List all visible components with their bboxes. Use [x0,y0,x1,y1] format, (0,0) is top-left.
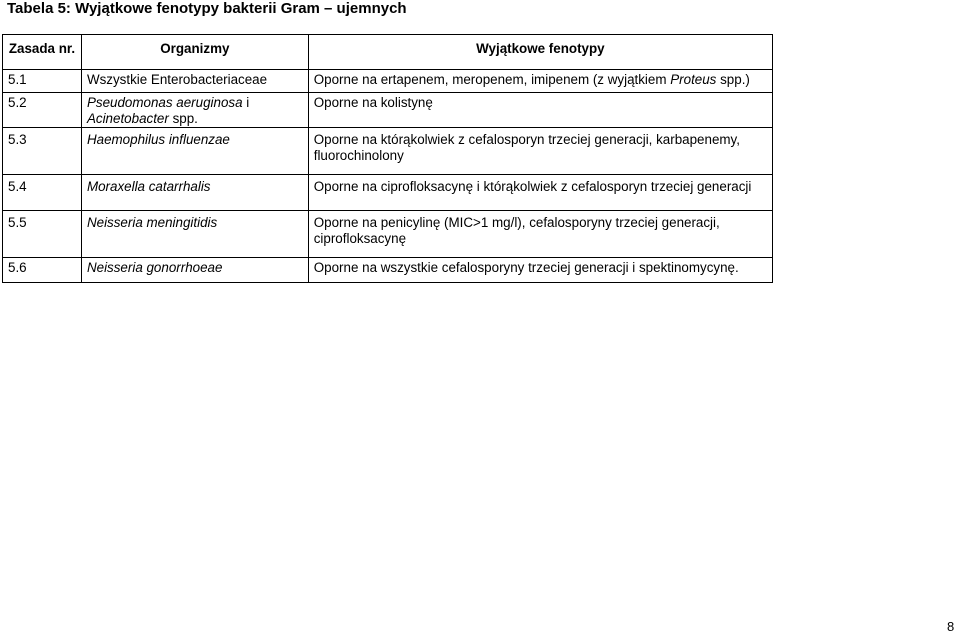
organism-cell [81,93,308,128]
table-row [3,211,773,258]
table-row [3,175,773,211]
phenotype-text: Oporne na ertapenem, meropenem, imipenem (z wyjątkiem [313,72,671,87]
rule-number: 5.6 [3,258,82,283]
organism-cell: Neisseria meningitidis [81,211,308,258]
organism-cell: Wszystkie Enterobacteriaceae [81,70,308,93]
rule-number: 5.1 [3,70,82,93]
table-row [3,70,773,93]
header-rule-number: Zasada nr. [3,35,82,70]
table-row [3,258,773,283]
organism-cell: Moraxella catarrhalis [81,175,308,211]
rule-number: 5.3 [3,128,82,175]
phenotype-cell: Oporne na ciprofloksacynę i którąkolwiek z cefalosporyn trzeciej generacji [308,175,772,211]
phenotype-cell [308,70,772,93]
organism-conjunction: i [242,95,250,110]
phenotype-italic-genus: Proteus [670,72,717,87]
table-row [3,128,773,175]
rule-number: 5.5 [3,211,82,258]
rule-number: 5.4 [3,175,82,211]
table-header-row [3,35,773,70]
phenotypes-table [2,34,773,283]
table-title: Tabela 5: Wyjątkowe fenotypy bakterii Gram – ujemnych [7,0,407,17]
page-number: 8 [947,619,955,634]
phenotype-text-end: spp.) [716,72,750,87]
phenotype-cell: Oporne na wszystkie cefalosporyny trzeciej generacji i spektinomycynę. [308,258,772,283]
phenotype-cell: Oporne na penicylinę (MIC>1 mg/l), cefalosporyny trzeciej generacji, ciprofloksacynę [308,211,772,258]
header-phenotypes: Wyjątkowe fenotypy [308,35,772,70]
rule-number: 5.2 [3,93,82,128]
organism-cell: Haemophilus influenzae [81,128,308,175]
phenotype-cell: Oporne na kolistynę [308,93,772,128]
header-organisms: Organizmy [81,35,308,70]
organism-suffix: spp. [168,111,198,126]
organism-cell: Neisseria gonorrhoeae [81,258,308,283]
organism-name-second: Acinetobacter [86,111,169,126]
phenotype-cell: Oporne na którąkolwiek z cefalosporyn trzeciej generacji, karbapenemy, fluorochinolony [308,128,772,175]
organism-name: Pseudomonas aeruginosa [86,95,243,110]
table-row [3,93,773,128]
